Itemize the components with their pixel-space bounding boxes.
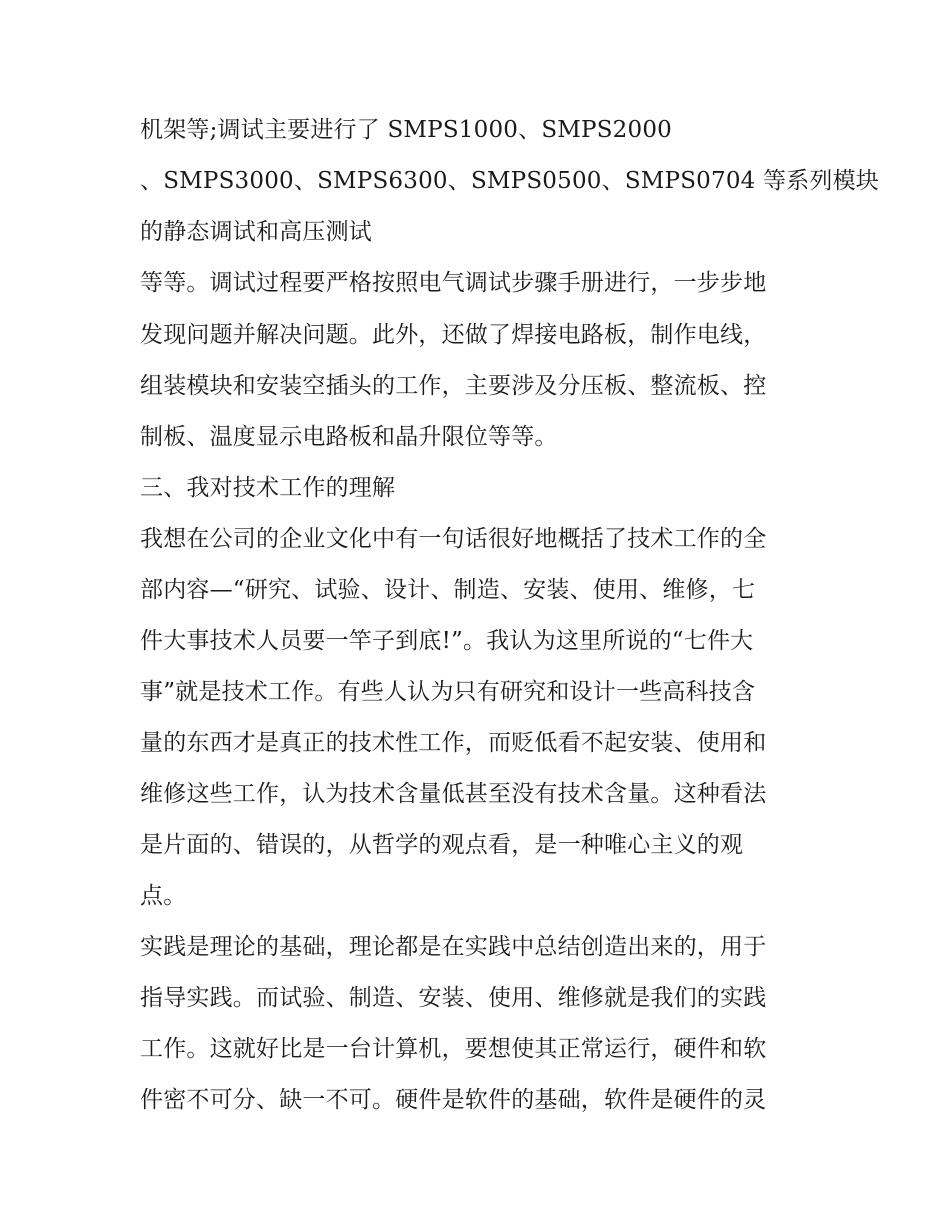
section-heading: 三、我对技术工作的理解 <box>140 475 396 501</box>
text-line: 事”就是技术工作。有些人认为只有研究和设计一些高科技含 <box>140 679 756 705</box>
text-line: 的静态调试和高压测试 <box>140 219 372 245</box>
text-line: 、SMPS3000、SMPS6300、SMPS0500、SMPS0704 等系列模块 <box>140 168 879 194</box>
text-line: 维修这些工作，认为技术含量低甚至没有技术含量。这种看法 <box>140 781 767 807</box>
text-line: 发现问题并解决问题。此外，还做了焊接电路板，制作电线， <box>140 322 767 348</box>
text-line: 工作。这就好比是一台计算机，要想使其正常运行，硬件和软 <box>140 1036 767 1062</box>
text-line: 部内容—“研究、试验、设计、制造、安装、使用、维修，七 <box>140 577 756 603</box>
text-line: 我想在公司的企业文化中有一句话很好地概括了技术工作的全 <box>140 526 767 552</box>
text-line: 是片面的、错误的，从哲学的观点看，是一种唯心主义的观 <box>140 832 744 858</box>
text-line: 等等。调试过程要严格按照电气调试步骤手册进行，一步步地 <box>140 270 767 296</box>
text-line: 制板、温度显示电路板和晶升限位等等。 <box>140 424 558 450</box>
text-line: 指导实践。而试验、制造、安装、使用、维修就是我们的实践 <box>140 985 767 1011</box>
text-line: 组装模块和安装空插头的工作，主要涉及分压板、整流板、控 <box>140 373 767 399</box>
text-line: 点。 <box>140 883 187 909</box>
text-line: 量的东西才是真正的技术性工作，而贬低看不起安装、使用和 <box>140 730 767 756</box>
text-line: 件密不可分、缺一不可。硬件是软件的基础，软件是硬件的灵 <box>140 1087 767 1113</box>
text-line: 机架等;调试主要进行了 SMPS1000、SMPS2000 <box>140 117 673 143</box>
text-line: 实践是理论的基础，理论都是在实践中总结创造出来的，用于 <box>140 934 767 960</box>
text-line: 件大事技术人员要一竿子到底!”。我认为这里所说的“七件大 <box>140 628 754 654</box>
